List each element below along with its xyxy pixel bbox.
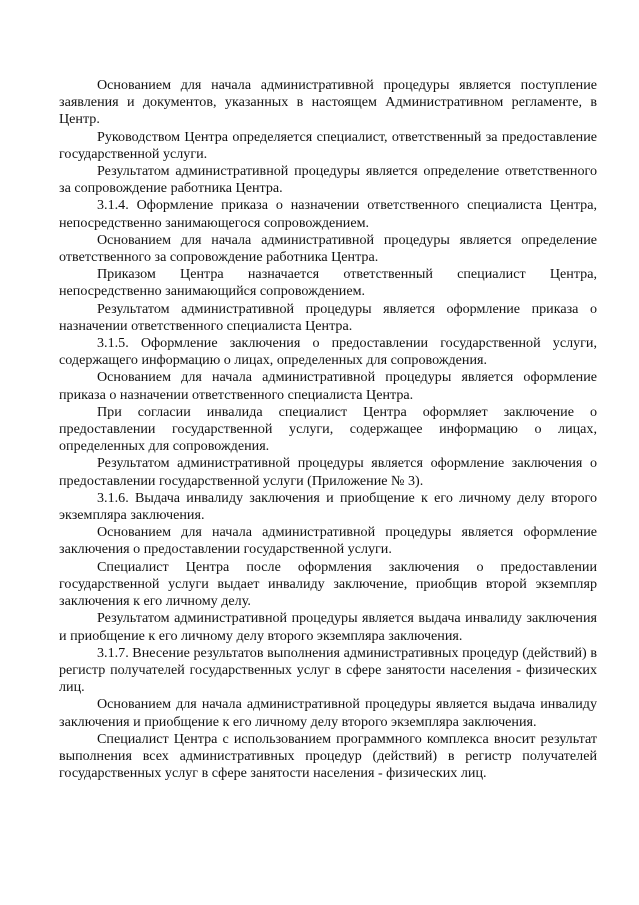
paragraph: Руководством Центра определяется специалист, ответственный за предоставление государственной услуги. bbox=[59, 128, 597, 162]
paragraph: Основанием для начала административной процедуры является поступление заявления и документов, указанных в настоящем Административном регламенте, в Центр. bbox=[59, 77, 597, 128]
paragraph: Результатом административной процедуры является оформление приказа о назначении ответственного специалиста Центра. bbox=[59, 300, 597, 334]
paragraph: Специалист Центра с использованием программного комплекса вносит результат выполнения всех административных процедур (действий) в регистр получателей государственных услуг в сфере занятости населения - физических лиц. bbox=[59, 730, 597, 782]
paragraph: Результатом административной процедуры является определение ответственного за сопровождение работника Центра. bbox=[59, 163, 597, 197]
paragraph: Результатом административной процедуры является оформление заключения о предоставлении государственной услуги (Приложение № 3). bbox=[59, 455, 597, 489]
paragraph: Приказом Центра назначается ответственный специалист Центра, непосредственно занимающийся сопровождением. bbox=[59, 266, 597, 300]
paragraph: Основанием для начала административной процедуры является оформление приказа о назначении ответственного специалиста Центра. bbox=[59, 369, 597, 403]
document-body bbox=[59, 77, 597, 782]
paragraph: При согласии инвалида специалист Центра оформляет заключение о предоставлении государственной услуги, содержащее информацию о лицах, определенных для сопровождения. bbox=[59, 403, 597, 455]
section-heading-3-1-5: 3.1.5. Оформление заключения о предоставлении государственной услуги, содержащего информацию о лицах, определенных для сопровождения. bbox=[59, 335, 597, 369]
section-heading-3-1-4: 3.1.4. Оформление приказа о назначении ответственного специалиста Центра, непосредственно занимающегося сопровождением. bbox=[59, 197, 597, 231]
paragraph: Основанием для начала административной процедуры является определение ответственного за сопровождение работника Центра. bbox=[59, 231, 597, 266]
paragraph: Специалист Центра после оформления заключения о предоставлении государственной услуги выдает инвалиду заключение, приобщив второй экземпляр заключения к его личному делу. bbox=[59, 558, 597, 610]
paragraph: Результатом административной процедуры является выдача инвалиду заключения и приобщение к его личному делу второго экземпляра заключения. bbox=[59, 610, 597, 644]
paragraph: Основанием для начала административной процедуры является выдача инвалиду заключения и приобщение к его личному делу второго экземпляра заключения. bbox=[59, 696, 597, 730]
paragraph: Основанием для начала административной процедуры является оформление заключения о предоставлении государственной услуги. bbox=[59, 524, 597, 558]
section-heading-3-1-6: 3.1.6. Выдача инвалиду заключения и приобщение к его личному делу второго экземпляра заключения. bbox=[59, 489, 597, 524]
section-heading-3-1-7: 3.1.7. Внесение результатов выполнения административных процедур (действий) в регистр получателей государственных услуг в сфере занятости населения - физических лиц. bbox=[59, 644, 597, 696]
